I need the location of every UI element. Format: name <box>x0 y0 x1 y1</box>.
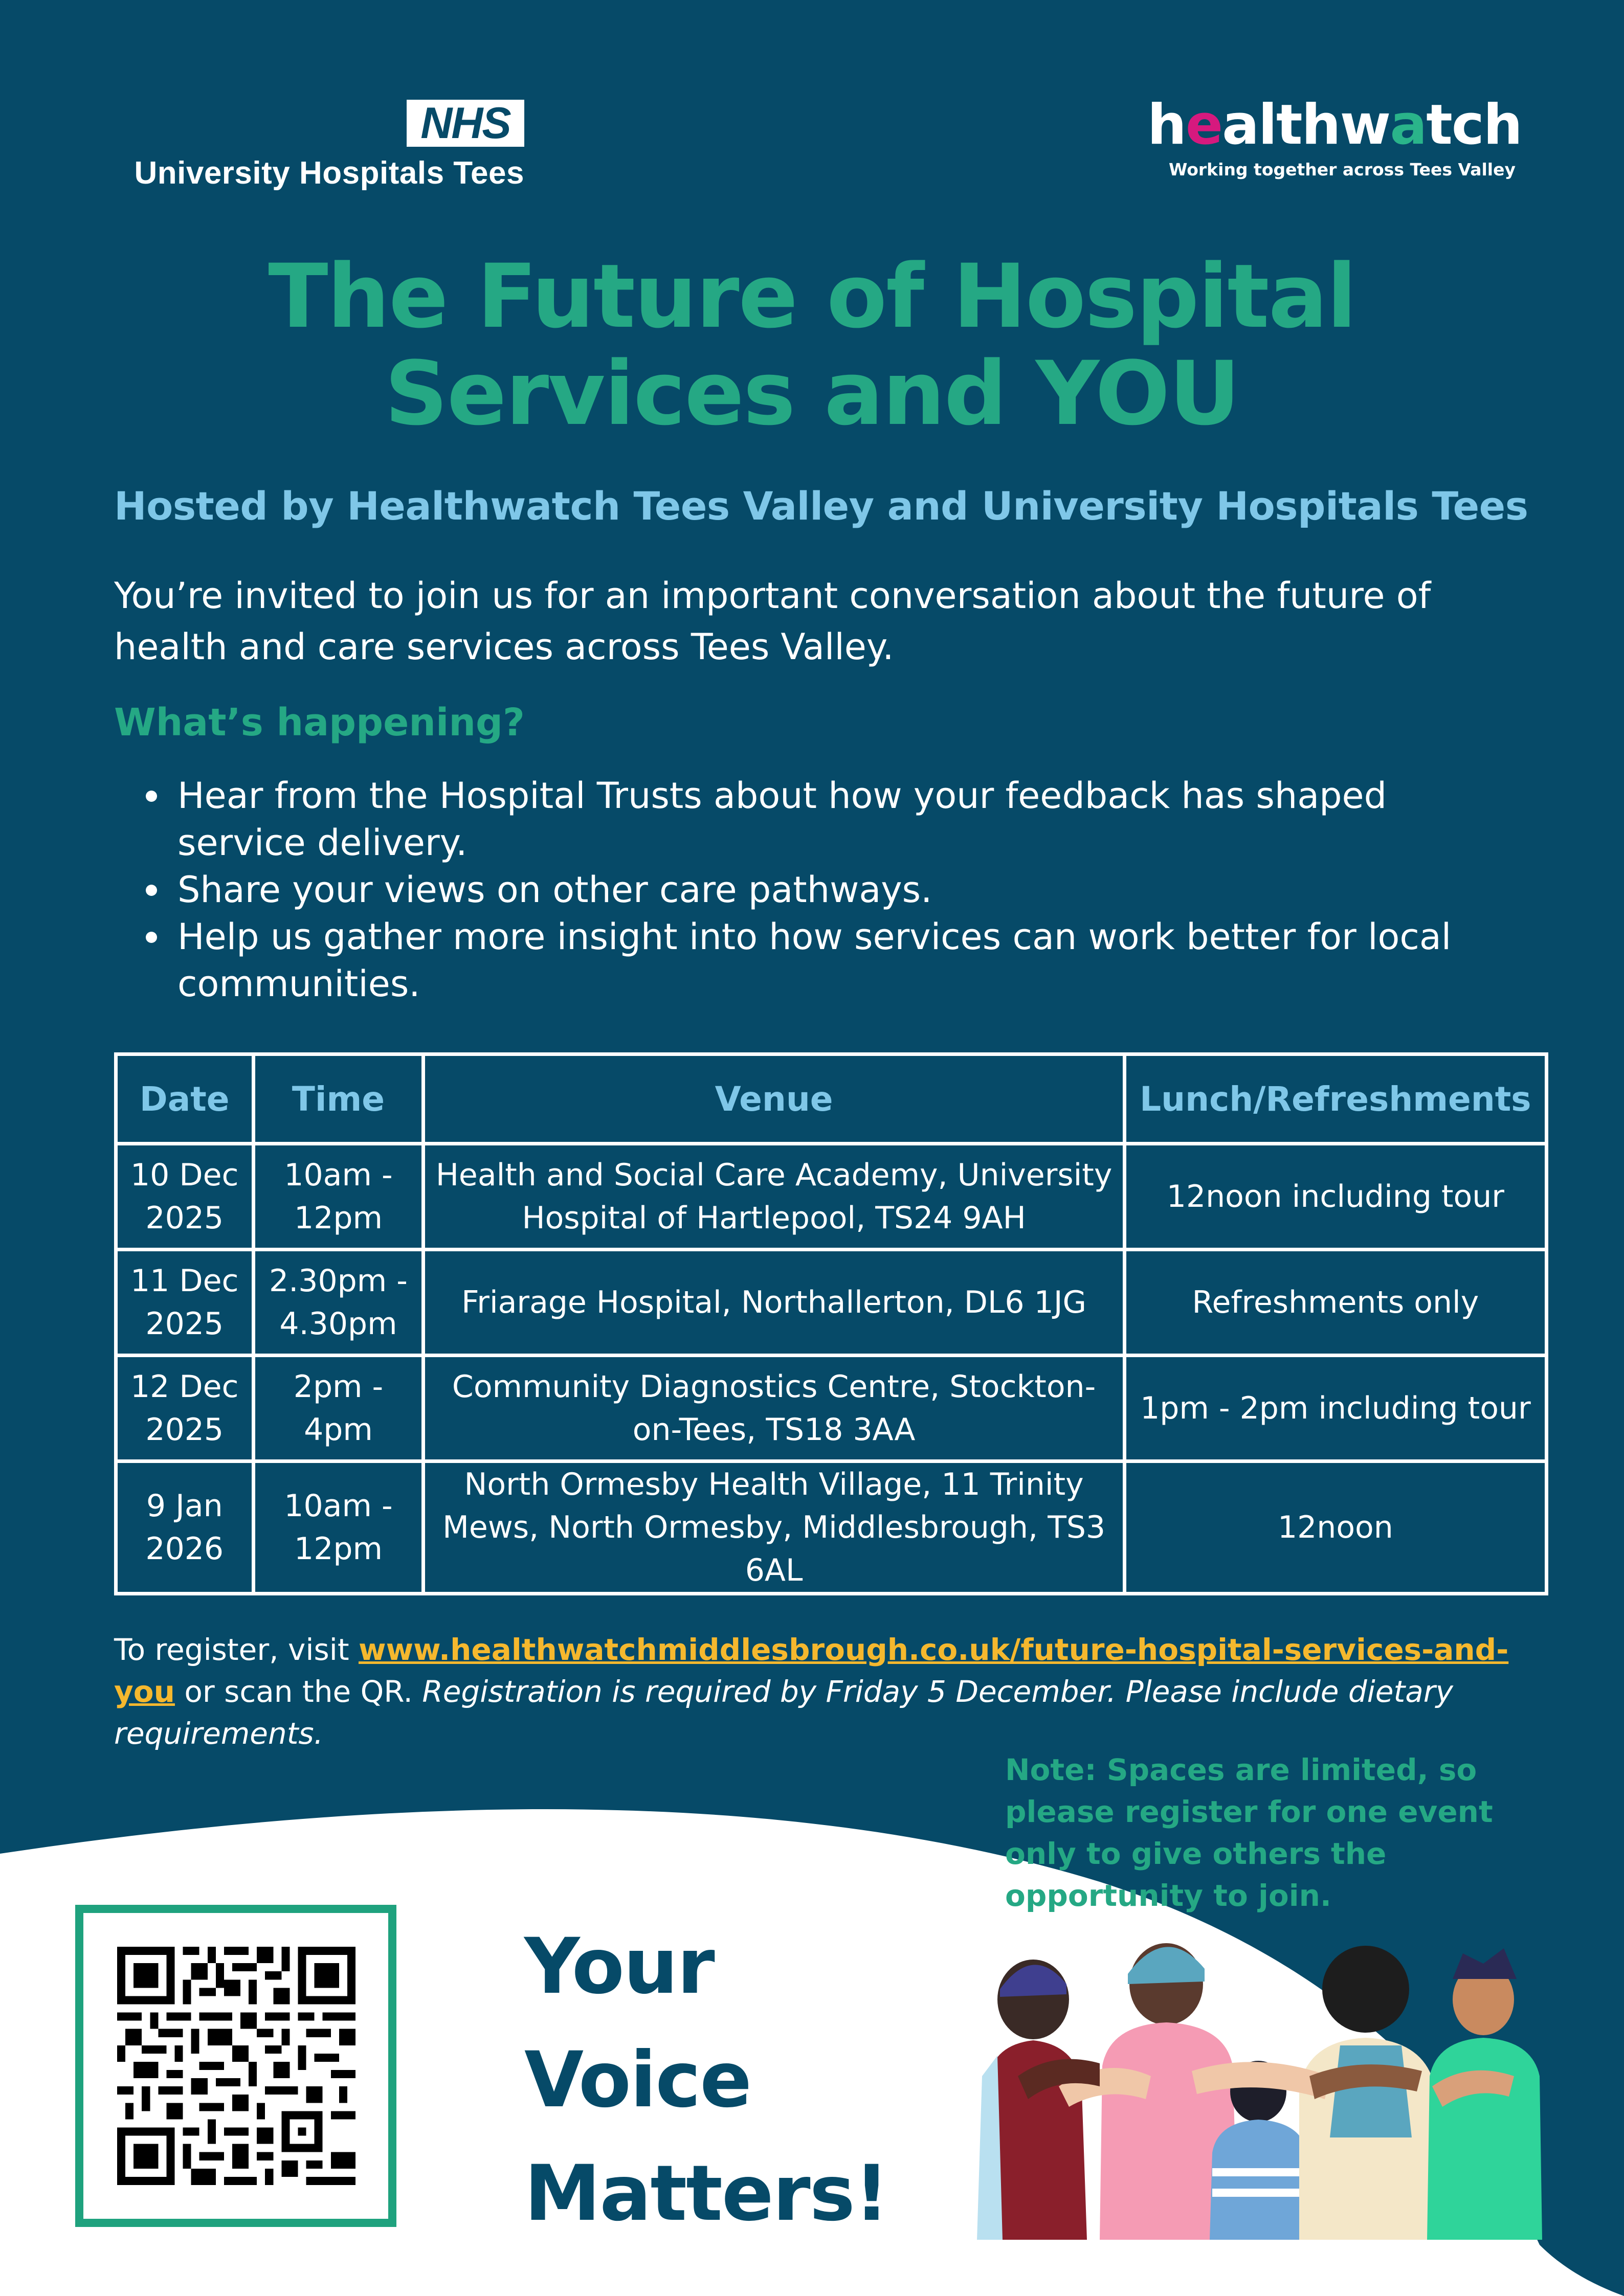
nhs-trust-name: University Hospitals Tees <box>134 155 524 191</box>
header-venue: Venue <box>424 1054 1124 1144</box>
whats-happening-heading: What’s happening? <box>114 701 525 745</box>
header-lunch: Lunch/Refreshments <box>1124 1054 1546 1144</box>
list-item: Share your views on other care pathways. <box>114 866 1526 913</box>
title-line-1: The Future of Hospital <box>268 245 1356 348</box>
healthwatch-wordmark: healthwatch <box>1147 93 1522 157</box>
register-link[interactable]: www.healthwatchmiddlesbrough.co.uk/future-hospital-services-and-you <box>114 1632 1509 1709</box>
people-group-illustration <box>972 1923 1565 2240</box>
register-text: To register, visit www.healthwatchmiddlesbrough.co.uk/future-hospital-services-and-you or scan the QR. Registration is required by Friday 5 December. Please include dietary requirements. <box>114 1632 1509 1751</box>
cell-date: 11 Dec 2025 <box>116 1250 254 1356</box>
cell-lunch: 12noon <box>1124 1461 1546 1594</box>
cell-lunch: 12noon including tour <box>1124 1144 1546 1250</box>
your-voice-matters <box>524 1910 888 2250</box>
header-date: Date <box>116 1054 254 1144</box>
list-item: Help us gather more insight into how services can work better for local communities. <box>114 913 1526 1007</box>
spaces-limited-note: Note: Spaces are limited, so please register for one event only to give others the opportunity to join. <box>1005 1752 1493 1913</box>
hosted-by: Hosted by Healthwatch Tees Valley and University Hospitals Tees <box>114 483 1528 529</box>
voice-line-2: Voice <box>524 2036 751 2125</box>
header-time: Time <box>253 1054 424 1144</box>
title-line-2: Services and YOU <box>384 342 1240 445</box>
cell-time: 10am - 12pm <box>253 1144 424 1250</box>
cell-time: 2pm - 4pm <box>253 1356 424 1461</box>
qr-code-icon <box>117 1947 355 2185</box>
nhs-badge-text: NHS <box>420 99 510 148</box>
qr-code[interactable] <box>75 1905 396 2227</box>
cell-date: 10 Dec 2025 <box>116 1144 254 1250</box>
voice-line-3: Matters! <box>524 2149 888 2238</box>
cell-time: 2.30pm - 4.30pm <box>253 1250 424 1356</box>
intro-text: You’re invited to join us for an important conversation about the future of health and care services across Tees Valley. <box>114 575 1431 668</box>
list-item: Hear from the Hospital Trusts about how your feedback has shaped service delivery. <box>114 772 1526 866</box>
cell-venue: Community Diagnostics Centre, Stockton-on-Tees, TS18 3AA <box>424 1356 1124 1461</box>
registration-deadline: Registration is required by Friday 5 December. Please include dietary requirements. <box>114 1674 1453 1751</box>
cell-lunch: 1pm - 2pm including tour <box>1124 1356 1546 1461</box>
cell-venue: North Ormesby Health Village, 11 Trinity Mews, North Ormesby, Middlesbrough, TS3 6AL <box>424 1461 1124 1594</box>
cell-lunch: Refreshments only <box>1124 1250 1546 1356</box>
voice-line-1: Your <box>524 1922 714 2011</box>
cell-venue: Health and Social Care Academy, University Hospital of Hartlepool, TS24 9AH <box>424 1144 1124 1250</box>
cell-venue: Friarage Hospital, Northallerton, DL6 1JG <box>424 1250 1124 1356</box>
cell-date: 9 Jan 2026 <box>116 1461 254 1594</box>
healthwatch-tagline: Working together across Tees Valley <box>1169 160 1516 179</box>
cell-time: 10am - 12pm <box>253 1461 424 1594</box>
cell-date: 12 Dec 2025 <box>116 1356 254 1461</box>
